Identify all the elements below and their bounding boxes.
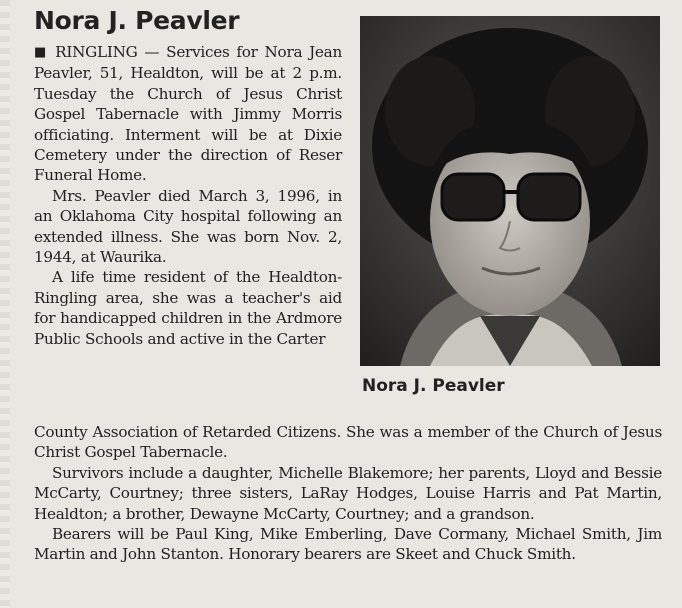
obituary-wide-text — [34, 422, 662, 565]
bullet-square-icon: ■ — [34, 45, 49, 60]
bearers-paragraph: Bearers will be Paul King, Mike Emberling, Dave Cormany, Michael Smith, Jim Martin and John Stanton. Honorary bearers are Skeet and Chuck Smith. — [34, 525, 662, 564]
death-paragraph: Mrs. Peavler died March 3, 1996, in an Oklahoma City hospital following an extended illness. She was born Nov. 2, 1944, at Waurika. — [34, 186, 342, 267]
photo-caption: Nora J. Peavler — [362, 376, 505, 396]
service-text: RINGLING — Services for Nora Jean Peavler, 51, Healdton, will be at 2 p.m. Tuesday the Church of Jesus Christ Gospel Tabernacle with Jimmy Morris officiating. Interment will be at Dixie Cemetery under the direction of Reser Funeral Home. — [34, 43, 343, 185]
obituary-column — [34, 42, 342, 349]
clipping-edge — [0, 0, 10, 608]
continuation-paragraph: County Association of Retarded Citizens. She was a member of the Church of Jesus Christ Gospel Tabernacle. — [34, 423, 662, 462]
service-paragraph — [34, 42, 342, 186]
obituary-headline: Nora J. Peavler — [34, 6, 240, 35]
portrait-image — [360, 16, 660, 366]
portrait-photo — [360, 16, 660, 366]
survivors-paragraph: Survivors include a daughter, Michelle Blakemore; her parents, Lloyd and Bessie McCarty, Courtney; three sisters, LaRay Hodges, Louise Harris and Pat Martin, Healdton; a brother, Dewayne McCarty, Courtney; and a grandson. — [34, 463, 662, 523]
life-paragraph: A life time resident of the Healdton-Ringling area, she was a teacher's aid for handicapped children in the Ardmore Public Schools and active in the Carter — [34, 268, 342, 348]
